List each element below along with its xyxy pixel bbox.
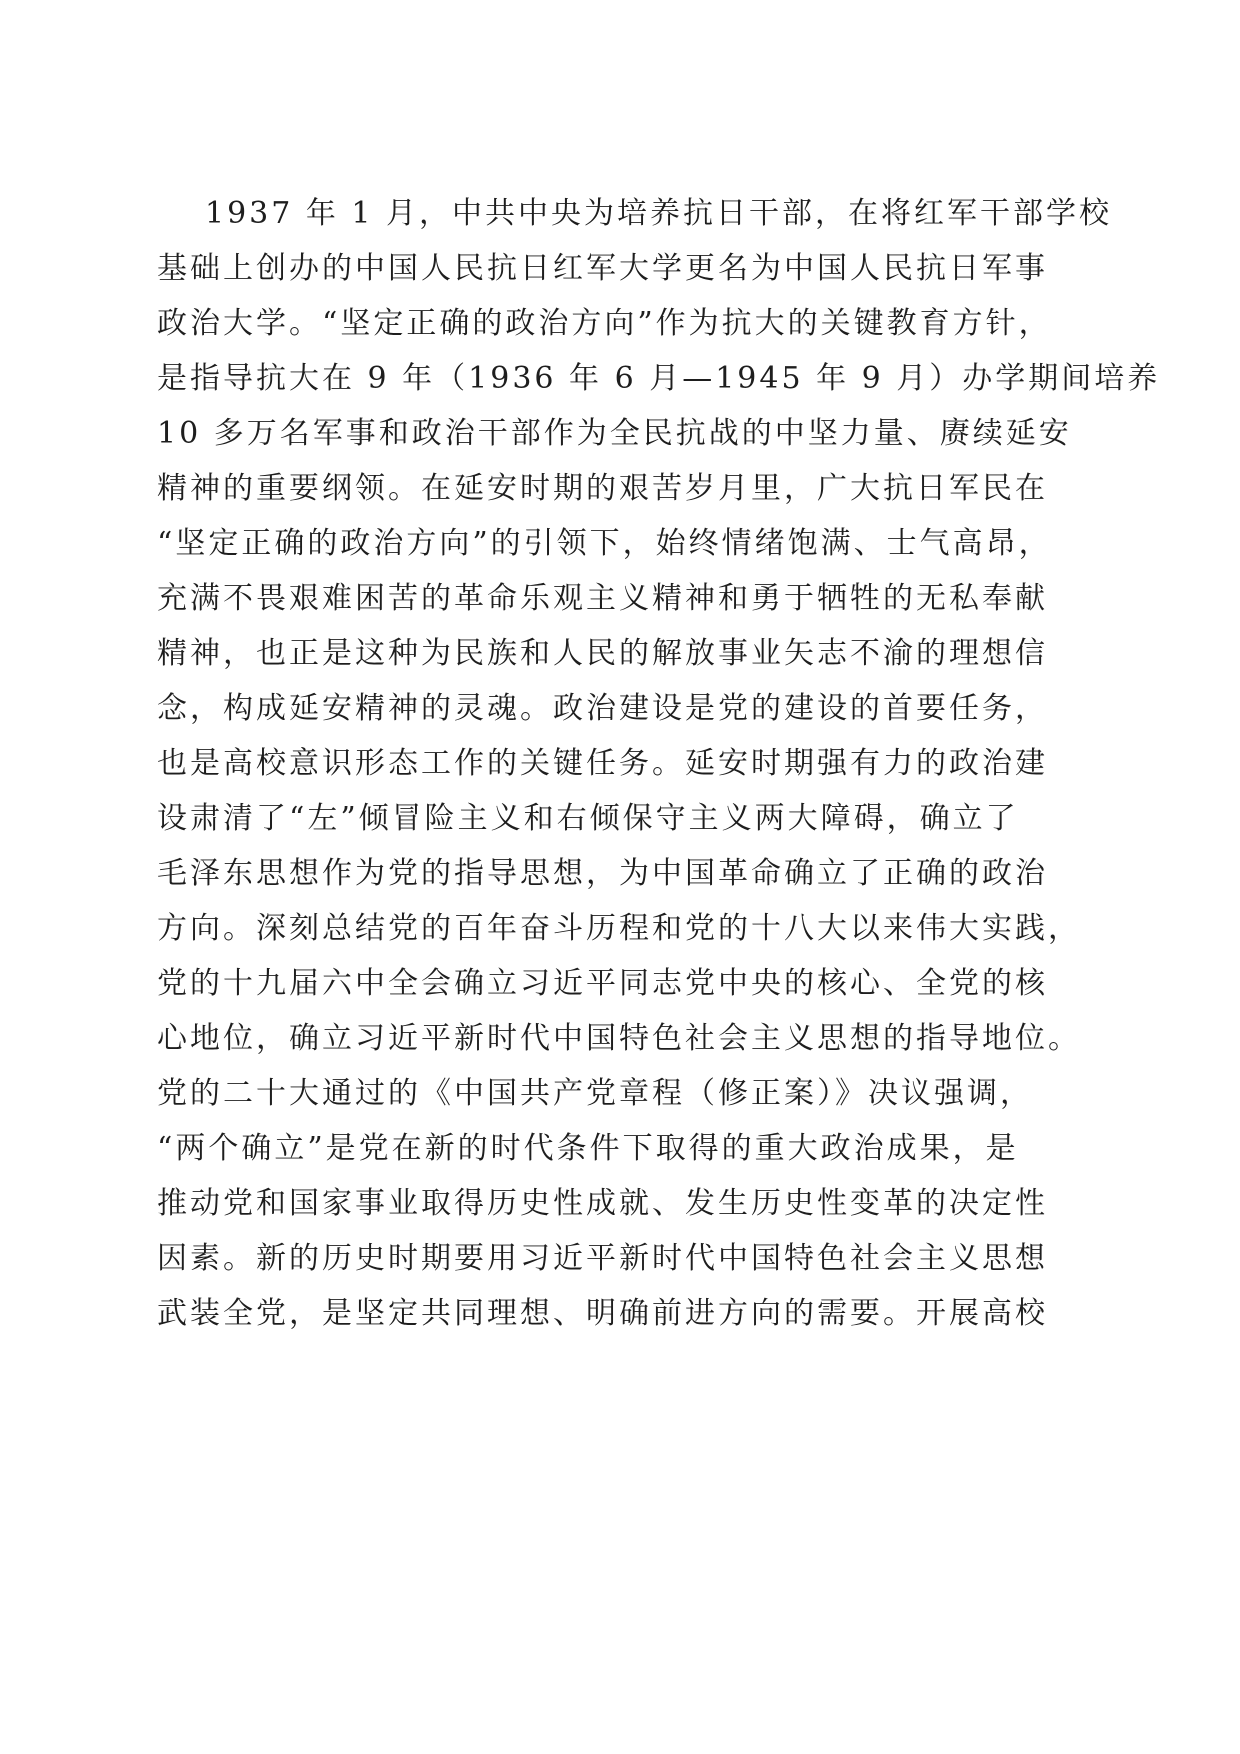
text-line: 也是高校意识形态工作的关键任务。延安时期强有力的政治建 <box>157 746 1048 781</box>
text-line: 精神的重要纲领。在延安时期的艰苦岁月里，广大抗日军民在 <box>157 471 1048 506</box>
text-line: 精神，也正是这种为民族和人民的解放事业矢志不渝的理想信 <box>157 636 1048 671</box>
text-line: 政治大学。“坚定正确的政治方向”作为抗大的关键教育方针， <box>157 306 1052 341</box>
text-line: 党的二十大通过的《中国共产党章程（修正案）》决议强调， <box>157 1076 1033 1111</box>
text-line: 心地位，确立习近平新时代中国特色社会主义思想的指导地位。 <box>157 1021 1081 1056</box>
text-line: 10 多万名军事和政治干部作为全民抗战的中坚力量、赓续延安 <box>157 416 1072 451</box>
text-line: 推动党和国家事业取得历史性成就、发生历史性变革的决定性 <box>157 1186 1048 1221</box>
text-line: 基础上创办的中国人民抗日红军大学更名为中国人民抗日军事 <box>157 251 1048 286</box>
text-line: 方向。深刻总结党的百年奋斗历程和党的十八大以来伟大实践， <box>157 911 1081 946</box>
text-line: “两个确立”是党在新的时代条件下取得的重大政治成果，是 <box>157 1131 1019 1166</box>
text-line: “坚定正确的政治方向”的引领下，始终情绪饱满、士气高昂， <box>157 526 1052 561</box>
text-line: 因素。新的历史时期要用习近平新时代中国特色社会主义思想 <box>157 1241 1048 1276</box>
text-line: 党的十九届六中全会确立习近平同志党中央的核心、全党的核 <box>157 966 1048 1001</box>
text-line: 充满不畏艰难困苦的革命乐观主义精神和勇于牺牲的无私奉献 <box>157 581 1048 616</box>
text-line: 念，构成延安精神的灵魂。政治建设是党的建设的首要任务， <box>157 691 1048 726</box>
text-line: 武装全党，是坚定共同理想、明确前进方向的需要。开展高校 <box>157 1296 1048 1331</box>
text-line: 1937 年 1 月，中共中央为培养抗日干部，在将红军干部学校 <box>205 196 1113 231</box>
text-line: 设肃清了“左”倾冒险主义和右倾保守主义两大障碍，确立了 <box>157 801 1019 836</box>
text-line: 是指导抗大在 9 年（1936 年 6 月—1945 年 9 月）办学期间培养 <box>157 361 1161 396</box>
text-line: 毛泽东思想作为党的指导思想，为中国革命确立了正确的政治 <box>157 856 1048 891</box>
body-paragraph <box>157 186 1161 1341</box>
